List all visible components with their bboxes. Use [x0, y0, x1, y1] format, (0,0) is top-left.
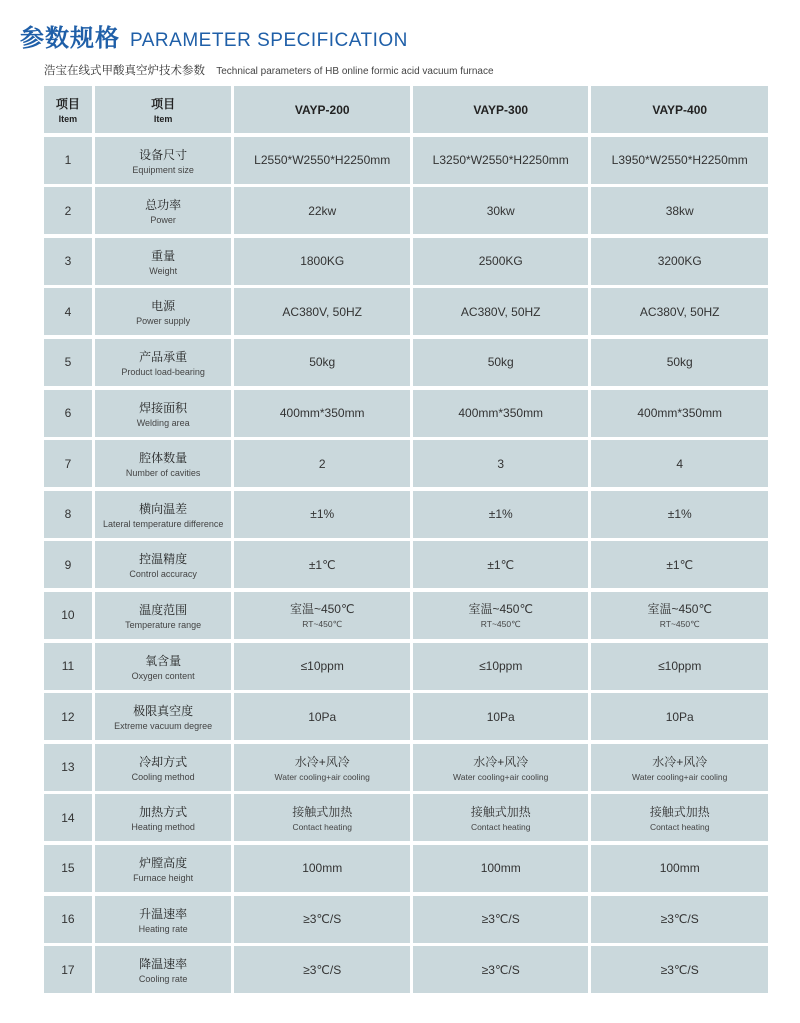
value-text: ≥3℃/S [660, 912, 699, 926]
row-number-cell [44, 643, 92, 690]
value-cell [591, 744, 768, 791]
value-text: AC380V, 50HZ [282, 304, 363, 319]
row-number: 13 [61, 760, 75, 775]
parameter-name-cn: 炉膛高度 [139, 855, 188, 870]
row-number-cell [44, 137, 92, 184]
value-cell [413, 440, 589, 487]
header-model: VAYP-300 [473, 102, 529, 117]
value-cell [591, 491, 768, 538]
page-title-cn: 参数规格 [20, 25, 120, 52]
value-text: L2550*W2550*H2250mm [254, 153, 391, 168]
value-text: 22kw [308, 203, 337, 218]
parameter-name-en: Weight [149, 265, 178, 276]
header-item-cn: 项目 [55, 97, 80, 111]
parameter-name-cell [95, 288, 232, 335]
parameter-name-cn: 电源 [151, 299, 176, 314]
parameter-name-cn: 极限真空度 [133, 704, 194, 719]
value-cell [591, 896, 768, 943]
parameter-name-en: Number of cavities [125, 468, 201, 479]
table-row [44, 339, 768, 386]
value-cell [234, 744, 410, 791]
header-cell-model [234, 86, 410, 133]
value-text: 室温~450℃ [468, 602, 533, 617]
row-number: 5 [64, 355, 72, 370]
parameter-name-en: Heating rate [138, 923, 188, 934]
value-text: ≥3℃/S [303, 962, 342, 977]
value-text: 100mm [659, 861, 700, 876]
value-text: 接触式加热 [649, 805, 710, 820]
parameter-name-cell [95, 339, 232, 386]
table-row [44, 288, 768, 335]
value-cell [234, 845, 410, 892]
value-cell [234, 238, 410, 285]
value-cell [413, 339, 589, 386]
value-cell [234, 137, 410, 184]
value-text: AC380V, 50HZ [460, 304, 541, 319]
value-text: ≤10ppm [300, 659, 344, 674]
value-cell [413, 238, 589, 285]
parameter-name-en: Product load-bearing [121, 366, 205, 377]
value-cell [413, 592, 589, 639]
value-cell [234, 896, 410, 943]
parameter-name-cell [95, 896, 232, 943]
parameter-name-cell [95, 592, 232, 639]
value-text: 接触式加热 [292, 805, 353, 820]
value-cell [413, 693, 589, 740]
value-text: ±1℃ [666, 557, 694, 572]
value-cell [413, 491, 589, 538]
table-row [44, 744, 768, 791]
value-text: ±1℃ [308, 557, 336, 572]
parameter-name-en: Oxygen content [131, 670, 195, 681]
value-cell [413, 288, 589, 335]
value-text: ≥3℃/S [481, 912, 520, 926]
row-number: 9 [64, 557, 72, 572]
parameter-name-cell [95, 390, 232, 437]
parameter-name-cell [95, 845, 232, 892]
table-row [44, 137, 768, 184]
table-row [44, 592, 768, 639]
value-cell [234, 288, 410, 335]
table-row [44, 693, 768, 740]
row-number: 1 [64, 153, 72, 168]
parameter-name-cn: 横向温差 [139, 501, 188, 516]
value-cell [413, 946, 589, 993]
value-text: 水冷+风冷 [473, 754, 529, 769]
value-cell [234, 390, 410, 437]
row-number: 15 [61, 861, 75, 876]
parameter-name-cn: 焊接面积 [139, 400, 188, 415]
value-cell [591, 440, 768, 487]
row-number-cell [44, 187, 92, 234]
row-number: 6 [64, 406, 72, 421]
parameter-name-cell [95, 491, 232, 538]
value-cell [413, 845, 589, 892]
table-row [44, 238, 768, 285]
parameter-name-en: Furnace height [133, 872, 194, 883]
value-text: L3950*W2550*H2250mm [611, 153, 748, 168]
parameter-name-cell [95, 744, 232, 791]
value-cell [413, 643, 589, 690]
value-cell [234, 794, 410, 841]
row-number-cell [44, 440, 92, 487]
row-number-cell [44, 845, 92, 892]
table-row [44, 390, 768, 437]
row-number-cell [44, 794, 92, 841]
value-text: ±1℃ [487, 557, 515, 572]
value-cell [591, 845, 768, 892]
value-cell [413, 896, 589, 943]
header-cell-model [591, 86, 768, 133]
value-text: 2 [318, 456, 326, 471]
value-text: 2500KG [478, 254, 523, 269]
value-cell [234, 541, 410, 588]
value-cell [591, 288, 768, 335]
value-cell [591, 541, 768, 588]
parameter-name-cn: 重量 [151, 248, 176, 263]
value-text: 1800KG [300, 254, 345, 269]
value-subtext: Contact heating [470, 822, 531, 833]
header-item-en: Item [58, 114, 78, 124]
table-row [44, 440, 768, 487]
value-cell [234, 643, 410, 690]
parameter-name-cn: 加热方式 [139, 805, 188, 820]
parameter-name-en: Cooling method [131, 771, 195, 782]
value-cell [234, 339, 410, 386]
value-text: 30kw [486, 203, 515, 218]
parameter-name-cn: 降温速率 [139, 957, 188, 972]
header-cell-index [44, 86, 92, 133]
value-subtext: Water cooling+air cooling [274, 771, 370, 782]
value-cell [591, 339, 768, 386]
parameter-name-en: Heating method [131, 822, 195, 833]
parameter-name-cell [95, 693, 232, 740]
value-cell [234, 440, 410, 487]
value-cell [413, 541, 589, 588]
row-number: 16 [61, 912, 75, 926]
value-cell [591, 137, 768, 184]
parameter-name-en: Power [150, 215, 176, 226]
value-cell [591, 238, 768, 285]
row-number-cell [44, 541, 92, 588]
header-item-en: Item [153, 114, 173, 124]
value-subtext: Water cooling+air cooling [632, 771, 728, 782]
value-text: 水冷+风冷 [652, 754, 708, 769]
value-subtext: RT~450℃ [659, 619, 700, 630]
parameter-name-cell [95, 137, 232, 184]
subtitle-en: Technical parameters of HB online formic acid vacuum furnace [216, 66, 494, 77]
value-text: 400mm*350mm [458, 406, 544, 421]
table-row [44, 896, 768, 943]
value-text: 4 [676, 456, 684, 471]
value-text: 3200KG [657, 254, 702, 269]
value-cell [591, 794, 768, 841]
parameter-name-cell [95, 440, 232, 487]
value-text: 水冷+风冷 [294, 754, 350, 769]
value-text: L3250*W2550*H2250mm [432, 153, 569, 168]
value-cell [591, 643, 768, 690]
parameter-name-cell [95, 794, 232, 841]
header-model: VAYP-400 [652, 102, 708, 117]
row-number: 14 [61, 810, 75, 825]
value-text: AC380V, 50HZ [639, 304, 720, 319]
row-number-cell [44, 693, 92, 740]
row-number-cell [44, 339, 92, 386]
table-body [44, 137, 768, 994]
value-subtext: RT~450℃ [302, 619, 343, 630]
value-cell [413, 794, 589, 841]
page-header [20, 18, 408, 52]
value-text: 3 [497, 456, 505, 471]
value-cell [413, 187, 589, 234]
row-number-cell [44, 592, 92, 639]
value-text: ≥3℃/S [303, 912, 342, 926]
parameter-name-cell [95, 946, 232, 993]
row-number: 10 [61, 608, 75, 623]
value-text: ±1% [667, 507, 692, 522]
value-text: 50kg [309, 355, 336, 370]
header-cell-item [95, 86, 232, 133]
parameter-name-cell [95, 541, 232, 588]
value-text: ≥3℃/S [481, 962, 520, 977]
value-text: 50kg [666, 355, 693, 370]
parameter-name-en: Cooling rate [138, 974, 188, 985]
value-text: ≤10ppm [479, 659, 523, 674]
parameter-table [44, 86, 768, 997]
parameter-name-cell [95, 187, 232, 234]
row-number: 12 [61, 709, 75, 724]
table-row [44, 946, 768, 993]
value-text: 10Pa [308, 709, 337, 724]
value-cell [413, 744, 589, 791]
row-number: 4 [64, 304, 72, 319]
parameter-name-cn: 温度范围 [139, 602, 188, 617]
row-number: 11 [61, 659, 75, 674]
parameter-name-cn: 腔体数量 [139, 451, 188, 466]
value-cell [234, 946, 410, 993]
parameter-name-en: Welding area [136, 417, 190, 428]
header-item-cn: 项目 [151, 97, 176, 111]
parameter-name-en: Equipment size [132, 164, 194, 175]
row-number: 3 [64, 254, 72, 269]
parameter-name-cn: 总功率 [145, 198, 182, 213]
value-cell [591, 390, 768, 437]
value-text: 室温~450℃ [647, 602, 712, 617]
header-cell-model [413, 86, 589, 133]
parameter-name-en: Control accuracy [129, 569, 197, 580]
value-text: ±1% [488, 507, 513, 522]
table-row [44, 643, 768, 690]
value-cell [234, 693, 410, 740]
value-subtext: Water cooling+air cooling [453, 771, 549, 782]
value-text: 50kg [487, 355, 514, 370]
parameter-name-cell [95, 643, 232, 690]
value-subtext: Contact heating [649, 822, 710, 833]
value-text: 100mm [302, 861, 343, 876]
value-text: ≥3℃/S [660, 962, 699, 977]
row-number-cell [44, 390, 92, 437]
row-number-cell [44, 946, 92, 993]
row-number-cell [44, 238, 92, 285]
value-text: 38kw [665, 203, 694, 218]
value-text: 室温~450℃ [289, 602, 355, 617]
value-text: 接触式加热 [470, 805, 531, 820]
parameter-name-cn: 产品承重 [139, 349, 188, 364]
table-row [44, 491, 768, 538]
value-text: 10Pa [665, 709, 694, 724]
value-cell [591, 946, 768, 993]
parameter-name-cn: 冷却方式 [139, 754, 188, 769]
parameter-name-en: Power supply [136, 316, 191, 327]
value-subtext: Contact heating [292, 822, 352, 833]
table-row [44, 845, 768, 892]
parameter-name-cn: 升温速率 [139, 906, 188, 921]
value-cell [591, 592, 768, 639]
header-model: VAYP-200 [294, 102, 350, 117]
parameter-name-en: Temperature range [125, 619, 202, 630]
value-cell [234, 187, 410, 234]
value-text: 100mm [480, 861, 521, 876]
parameter-name-en: Extreme vacuum degree [114, 721, 213, 732]
row-number-cell [44, 744, 92, 791]
row-number-cell [44, 896, 92, 943]
value-text: ±1% [310, 507, 335, 522]
value-text: 400mm*350mm [637, 406, 723, 421]
row-number: 7 [64, 456, 72, 471]
parameter-name-cn: 氧含量 [145, 653, 182, 668]
table-row [44, 541, 768, 588]
value-subtext: RT~450℃ [480, 619, 521, 630]
table-row [44, 187, 768, 234]
value-cell [413, 137, 589, 184]
value-cell [591, 693, 768, 740]
row-number: 2 [64, 203, 72, 218]
parameter-name-cn: 控温精度 [139, 552, 188, 567]
page-title-en: PARAMETER SPECIFICATION [130, 30, 408, 51]
row-number: 8 [64, 507, 72, 522]
value-text: 10Pa [486, 709, 515, 724]
value-text: 400mm*350mm [279, 406, 365, 421]
table-header-row [44, 86, 768, 133]
row-number-cell [44, 288, 92, 335]
value-cell [234, 592, 410, 639]
value-cell [591, 187, 768, 234]
value-text: ≤10ppm [658, 659, 702, 674]
value-cell [413, 390, 589, 437]
table-row [44, 794, 768, 841]
parameter-name-en: Lateral temperature difference [102, 518, 224, 529]
subtitle-cn: 浩宝在线式甲酸真空炉技术参数 [44, 65, 205, 77]
value-cell [234, 491, 410, 538]
row-number: 17 [61, 962, 75, 977]
row-number-cell [44, 491, 92, 538]
parameter-name-cell [95, 238, 232, 285]
page-subtitle [44, 62, 494, 78]
parameter-name-cn: 设备尺寸 [139, 147, 188, 162]
